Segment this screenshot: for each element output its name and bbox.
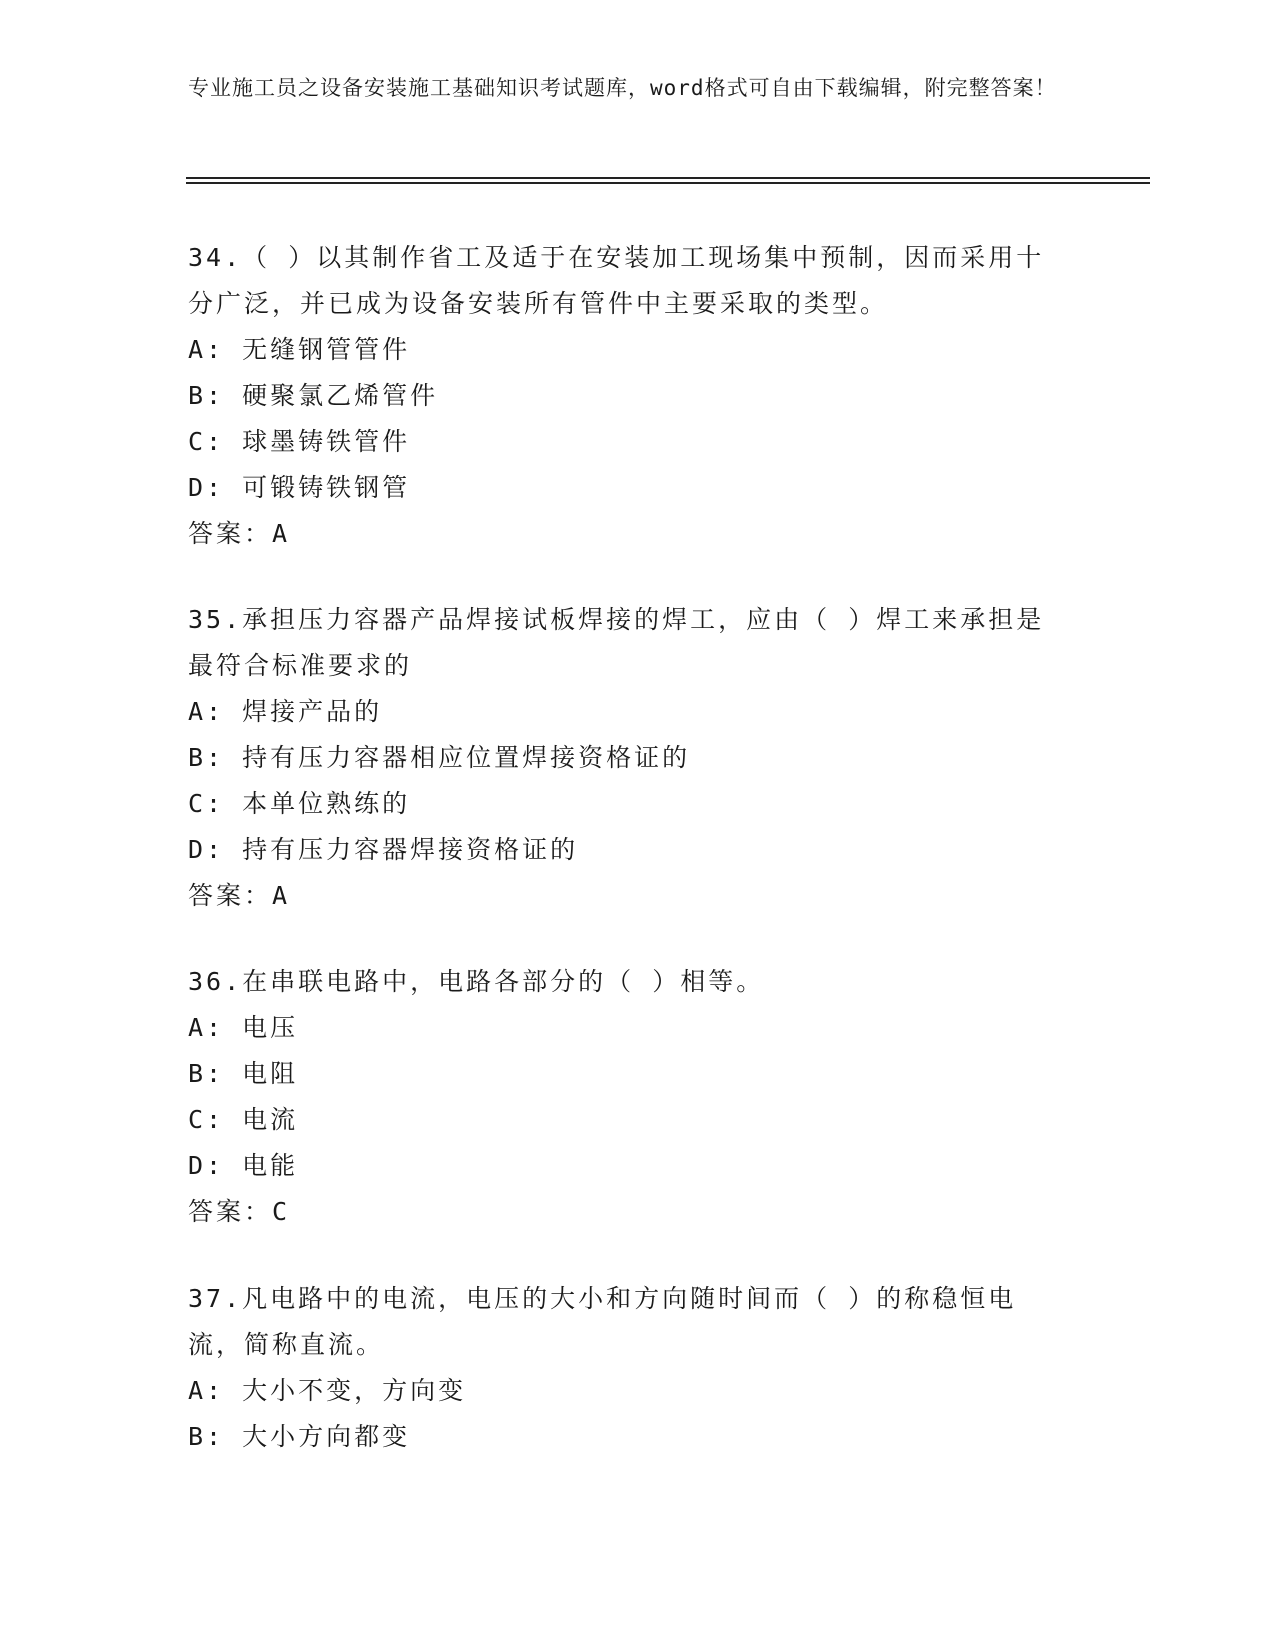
- option-a: A: 电压: [188, 1013, 299, 1042]
- option-b: B: 电阻: [188, 1059, 299, 1088]
- option-b: B: 持有压力容器相应位置焊接资格证的: [188, 743, 691, 772]
- option-c: C: 电流: [188, 1105, 299, 1134]
- option-d: D: 可锻铸铁钢管: [188, 473, 411, 502]
- question-text: 34.（ ）以其制作省工及适于在安装加工现场集中预制，因而采用十分广泛，并已成为设备安装所有管件中主要采取的类型。: [188, 243, 1045, 318]
- question-34: [188, 235, 1068, 557]
- header-rule-bottom: [186, 182, 1150, 184]
- option-d: D: 电能: [188, 1151, 299, 1180]
- answer: 答案：A: [188, 881, 291, 910]
- option-a: A: 焊接产品的: [188, 697, 383, 726]
- document-header: 专业施工员之设备安装施工基础知识考试题库，word格式可自由下载编辑，附完整答案！: [188, 76, 1057, 100]
- question-36: [188, 959, 1068, 1235]
- option-a: A: 无缝钢管管件: [188, 335, 411, 364]
- question-text: 36.在串联电路中，电路各部分的（ ）相等。: [188, 967, 765, 996]
- option-c: C: 球墨铸铁管件: [188, 427, 411, 456]
- question-35: [188, 597, 1068, 919]
- answer: 答案：C: [188, 1197, 291, 1226]
- option-c: C: 本单位熟练的: [188, 789, 411, 818]
- header-rule-top: [186, 177, 1150, 179]
- option-b: B: 大小方向都变: [188, 1422, 411, 1451]
- option-d: D: 持有压力容器焊接资格证的: [188, 835, 579, 864]
- question-text: 35.承担压力容器产品焊接试板焊接的焊工，应由（ ）焊工来承担是最符合标准要求的: [188, 605, 1045, 680]
- question-text: 37.凡电路中的电流，电压的大小和方向随时间而（ ）的称稳恒电流，简称直流。: [188, 1284, 1017, 1359]
- option-b: B: 硬聚氯乙烯管件: [188, 381, 439, 410]
- option-a: A: 大小不变，方向变: [188, 1376, 467, 1405]
- question-37: [188, 1276, 1068, 1460]
- answer: 答案：A: [188, 519, 291, 548]
